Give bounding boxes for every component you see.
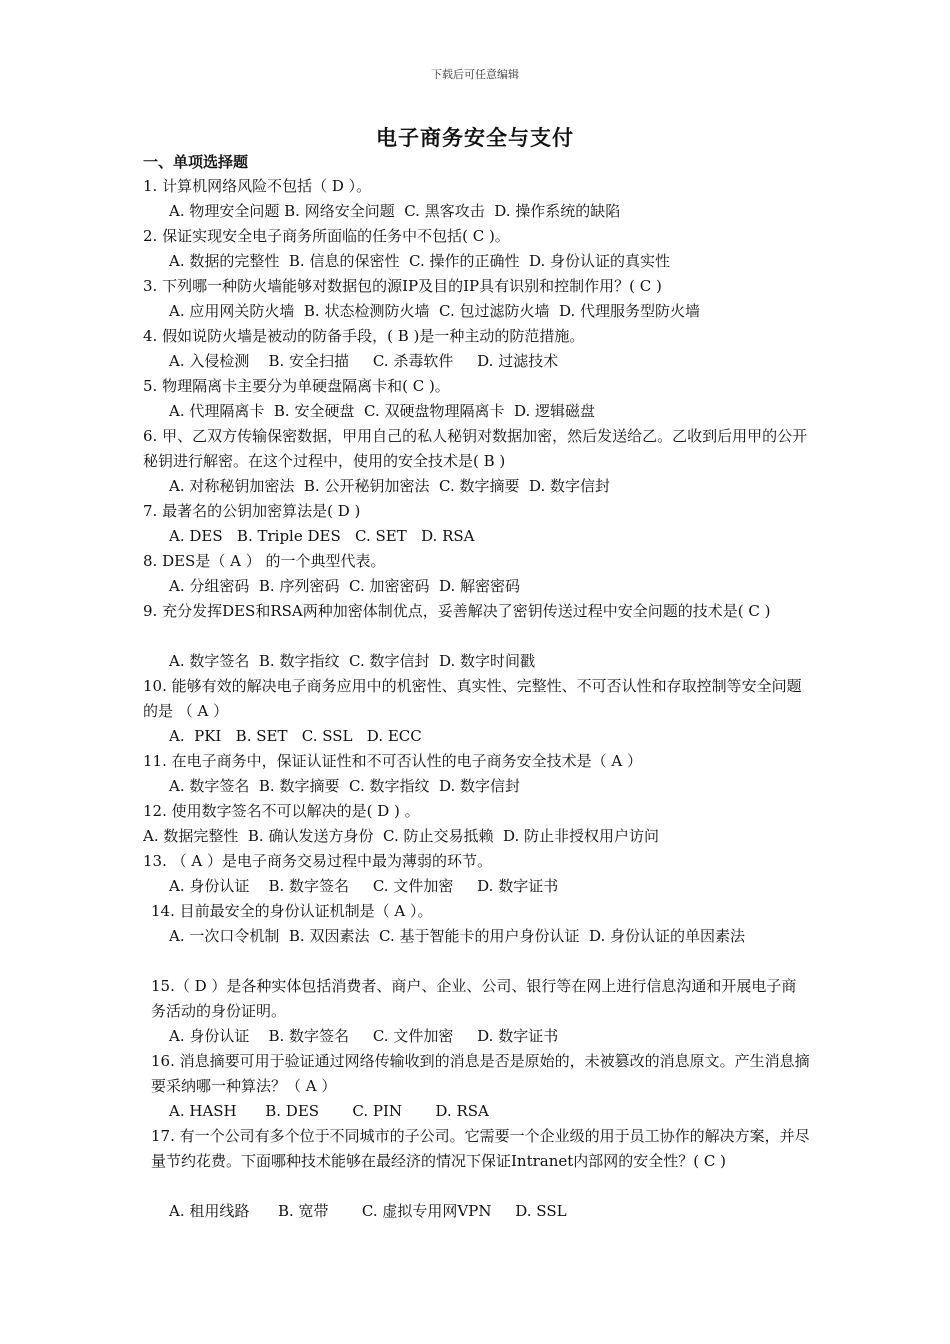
question-line: 16. 消息摘要可用于验证通过网络传输收到的消息是否是原始的，未被篡改的消息原文。产生消息摘要采纳哪一种算法？（ A ） (151, 1052, 810, 1095)
question-line: 14. 目前最安全的身份认证机制是（ A ）。 (151, 902, 433, 920)
question-line: 10. 能够有效的解决电子商务应用中的机密性、真实性、完整性、不可否认性和存取控制等安全问题的是 （ A ） (143, 677, 802, 720)
question-line: 11. 在电子商务中，保证认证性和不可否认性的电子商务安全技术是（ A ） (143, 752, 642, 770)
answer-options: A. PKI B. SET C. SSL D. ECC (169, 727, 422, 745)
question-line: 12. 使用数字签名不可以解决的是( D ) 。 (143, 802, 420, 820)
question-line: 15.（ D ）是各种实体包括消费者、商户、企业、公司、银行等在网上进行信息沟通和开展电子商务活动的身份证明。 (151, 977, 797, 1020)
question-line: 7. 最著名的公钥加密算法是( D ) (143, 502, 361, 520)
answer-options: A. DES B. Triple DES C. SET D. RSA (169, 527, 475, 545)
question-line: 1. 计算机网络风险不包括（ D ）。 (143, 177, 372, 195)
answer-options: A. 应用网关防火墙 B. 状态检测防火墙 C. 包过滤防火墙 D. 代理服务型防火墙 (169, 302, 701, 320)
answer-options: A. 代理隔离卡 B. 安全硬盘 C. 双硬盘物理隔离卡 D. 逻辑磁盘 (169, 402, 596, 420)
answer-options: A. 入侵检测 B. 安全扫描 C. 杀毒软件 D. 过滤技术 (169, 352, 559, 370)
answer-options: A. 身份认证 B. 数字签名 C. 文件加密 D. 数字证书 (169, 877, 559, 895)
page-header: 下载后可任意编辑 (431, 68, 519, 81)
answer-options: A. 一次口令机制 B. 双因素法 C. 基于智能卡的用户身份认证 D. 身份认证的单因素法 (169, 927, 746, 945)
question-line: 2. 保证实现安全电子商务所面临的任务中不包括( C )。 (143, 227, 510, 245)
question-line: 3. 下列哪一种防火墙能够对数据包的源IP及目的IP具有识别和控制作用？( C ) (143, 277, 662, 295)
answer-options: A. 身份认证 B. 数字签名 C. 文件加密 D. 数字证书 (169, 1027, 559, 1045)
document-title: 电子商务安全与支付 (376, 125, 574, 150)
answer-options: A. 数字签名 B. 数字摘要 C. 数字指纹 D. 数字信封 (169, 777, 521, 795)
question-line: 13. （ A ）是电子商务交易过程中最为薄弱的环节。 (143, 852, 492, 870)
answer-options: A. 租用线路 B. 宽带 C. 虚拟专用网VPN D. SSL (169, 1202, 567, 1220)
section-heading: 一、单项选择题 (143, 153, 249, 171)
answer-options: A. 数字签名 B. 数字指纹 C. 数字信封 D. 数字时间戳 (169, 652, 536, 670)
answer-options: A. 物理安全问题 B. 网络安全问题 C. 黑客攻击 D. 操作系统的缺陷 (169, 202, 621, 220)
question-line: 9. 充分发挥DES和RSA两种加密体制优点，妥善解决了密钥传送过程中安全问题的技术是( C ) (143, 602, 771, 620)
answer-options: A. HASH B. DES C. PIN D. RSA (169, 1102, 489, 1120)
question-line: 8. DES是（ A ） 的一个典型代表。 (143, 552, 386, 570)
answer-options: A. 分组密码 B. 序列密码 C. 加密密码 D. 解密密码 (169, 577, 521, 595)
question-line: A. 数据完整性 B. 确认发送方身份 C. 防止交易抵赖 D. 防止非授权用户访问 (143, 827, 660, 845)
question-line: 5. 物理隔离卡主要分为单硬盘隔离卡和( C )。 (143, 377, 450, 395)
question-list (143, 174, 811, 1224)
question-line: 4. 假如说防火墙是被动的防备手段，( B )是一种主动的防范措施。 (143, 327, 585, 345)
question-line: 6. 甲、乙双方传输保密数据，甲用自己的私人秘钥对数据加密，然后发送给乙。乙收到后用甲的公开秘钥进行解密。在这个过程中，使用的安全技术是( B ) (143, 427, 808, 470)
answer-options: A. 对称秘钥加密法 B. 公开秘钥加密法 C. 数字摘要 D. 数字信封 (169, 477, 611, 495)
answer-options: A. 数据的完整性 B. 信息的保密性 C. 操作的正确性 D. 身份认证的真实性 (169, 252, 671, 270)
document-body (143, 150, 811, 1224)
question-line: 17. 有一个公司有多个位于不同城市的子公司。它需要一个企业级的用于员工协作的解决方案，并尽量节约花费。下面哪种技术能够在最经济的情况下保证Intranet内部网的安全性？( C ) (151, 1127, 810, 1170)
